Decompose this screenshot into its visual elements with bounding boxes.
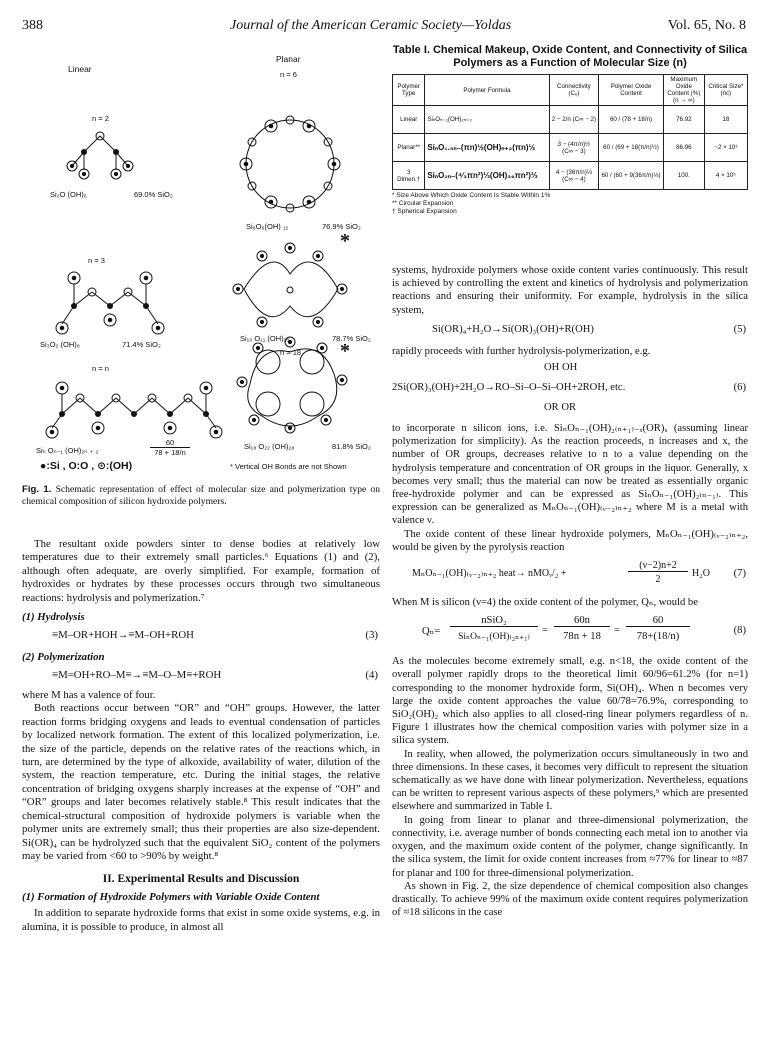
table-row (393, 134, 748, 162)
table-title: Table I. Chemical Makeup, Oxide Content, and Connectivity of Silica Polymers as a Function of Molecular Size (n) (392, 44, 748, 69)
equation-8-q: Qₙ= (422, 626, 441, 638)
cell: Planar** (393, 134, 425, 162)
cell: 4 − (36π/n)⅓ (C∞ − 4) (549, 162, 599, 190)
right-paragraph-5: When M is silicon (ν=4) the oxide content of the polymer, Qₙ, would be (392, 597, 698, 609)
subsection-heading-1: (1) Formation of Hydroxide Polymers with Variable Oxide Content (22, 891, 320, 904)
trimer-molecule (56, 272, 164, 334)
equation-7-fraction-den: 2 (655, 574, 661, 586)
equation-6 (392, 362, 748, 418)
th-type: Polymer Type (393, 75, 425, 106)
equation-5 (392, 322, 748, 340)
volume-issue: Vol. 65, No. 8 (667, 18, 746, 33)
label-n3: n = 3 (88, 256, 105, 265)
equation-8-f2-den: 78n + 18 (563, 631, 601, 643)
star-mark-2: * (340, 340, 350, 362)
percent-n3: 71.4% SiO₂ (122, 340, 161, 349)
formula-n3: Si₃O₂ (OH)₈ (40, 340, 80, 349)
formula-n10: Si₁₀ O₁₁ (OH)₁₈ (240, 334, 290, 343)
percent-n18: 81.8% SiO₂ (332, 442, 371, 451)
right-paragraph-3: to incorporate n silicon ions, i.e. SiₙOₙ₋₁(OH)₂₍ₙ₊₁₎₋ₓ(OR)ₓ (assuming linear polymerization for simplicity). As the reaction proceeds, n increases and x, the number of OR groups, decreases relative to n to a value depending on the hydrolysis temperature and concentration of OR groups in the liquor. Generally, x becomes very small; thus the material can now be treated as essentially organic free-hydroxide polymer and can be expressed as SiₙOₙ₋₁(OH)₂₍ₙ₋₁₎. This expression can be generalized as MₙOₙ₋₁(OH)₍ᵥ₋₂₎ₙ₊₂ where M is a metal with valence ν. (392, 423, 748, 527)
journal-title: Journal of the American Ceramic Society—Yoldas (230, 18, 512, 33)
cell: 60 / (69 + 18(π/n)½) (599, 134, 664, 162)
equation-5-number: (5) (733, 323, 746, 335)
table-note: ** Circular Expansion (392, 200, 454, 207)
equation-4-number: (4) (365, 669, 378, 682)
cell: SiₙOₙ₋₁(OH)₂ₙ₊₂ (425, 106, 549, 134)
th-oxide: Polymer Oxide Content (599, 75, 664, 106)
equation-7-fraction-num: (ν−2)n+2 (628, 560, 688, 572)
cell: 60 / (78 + 18/n) (599, 106, 664, 134)
right-paragraph-7: In reality, when allowed, the polymerization occurs simultaneously in two and three dimensions. In these cases, it becomes very difficult to represent the situation schematically as we have done with linear polymerization. Nevertheless, equations can be written to represent various aspects of these polymers,⁹ which are presented elsewhere and summarized in Table I. (392, 748, 748, 813)
figure-legend-row (22, 454, 380, 482)
equation-7-rhs: H₂O (692, 568, 710, 580)
heading-hydrolysis: (1) Hydrolysis (22, 611, 85, 624)
label-n18: n = 18 (280, 348, 302, 357)
planar-cluster-10 (233, 243, 347, 327)
star-mark-1: * (340, 230, 350, 252)
vertical-oh-note: * Vertical OH Bonds are not Shown (230, 462, 347, 471)
table-1 (392, 74, 748, 190)
right-paragraph-1: systems, hydroxide polymers whose oxide content varies continuously. This result is achieved by controlling the extent and kinetics of hydrolysis and polymerization reactions and ensuring their uniformity. For example, hydrolysis in the silica system, (392, 265, 748, 316)
table-row (393, 106, 748, 134)
percent-n2: 69.0% SiO₂ (134, 190, 173, 199)
left-paragraph-3: Both reactions occur between “OR” and “OH” groups. However, the latter reaction forms bridging oxygens and leads to eventual condensation of particles by localized network formation. The extent of this localized polymerization, i.e. the size of the particle, depends on the relative rates of the reactions which, in turn, are determined by the type of alkoxide, availability of water, dilution of the system, the reaction temperature, etc. During the initial stages, the relative concentration of bridging oxygens sharply increases at the expense of “OH” and “OR” groups and later becomes relatively stable.⁸ This result indicates that the chemical-structural composition of hydroxide polymers is variable when the polymer units are extremely small; thus their properties are also size-dependent. Si(OR)₄ can be hydrolyzed such that the equivalent SiO₂ content of the polymers may be varied from <60 to >90% by weight.⁸ (22, 702, 380, 862)
equation-8-f3-den: 78+(18/n) (636, 631, 680, 643)
right-column (392, 44, 748, 919)
percent-n10: 78.7% SiO₂ (332, 334, 371, 343)
long-chain-molecule (46, 382, 222, 438)
left-paragraph-1: The resultant oxide powders sinter to dense bodies at relatively low temperatures due to their extremely small particles.⁶ Equations (1) and (2), although often adequate, are overly simplified. For example, formation of hydroxides or hydrates by these processes occurs through two simultaneous reactions: hydrolysis and polymerization.⁷ (22, 538, 380, 604)
equation-3-number: (3) (365, 629, 378, 642)
formula-nn: Siₙ Oₙ₋₁ (OH)₂ₙ ₊ ₂ (36, 446, 99, 455)
equation-7-lhs: MₙOₙ₋₁(OH)₍ᵥ₋₂₎ₙ₊₂ heat→ nMOᵥ/₂ + (412, 568, 567, 580)
equation-7 (392, 560, 748, 590)
planar-ring-6 (240, 116, 340, 212)
section-heading-2: II. Experimental Results and Discussion (102, 873, 300, 886)
equation-8-f2-num: 60n (554, 615, 610, 627)
page-number: 388 (22, 18, 43, 33)
equation-8-f1-den: SiₙOₙ₋₁(OH)₍₂ₙ₊₁₎ (458, 632, 530, 643)
right-paragraph-2: rapidly proceeds with further hydrolysis-polymerization, e.g. (392, 345, 651, 357)
percent-n6: 76.9% SiO₂ (322, 222, 361, 231)
equation-8: Qₙ= nSiO₂ SiₙOₙ₋₁(OH)₍₂ₙ₊₁₎ = 60n 78n + 18 = 60 78+(18/n) (8) (422, 615, 746, 643)
label-n2: n = 2 (92, 114, 109, 123)
figure-caption (22, 484, 380, 508)
label-n6: n = 6 (280, 70, 297, 79)
cell: 100. (663, 162, 704, 190)
equation-8-f3-num: 60 (626, 615, 690, 627)
left-paragraph-2: where M has a valence of four. (22, 689, 156, 702)
table-row (393, 162, 748, 190)
th-connectivity: Connectivity (Cₒ) (549, 75, 599, 106)
table-note: † Spherical Expansion (392, 208, 457, 215)
cell: 18 (704, 106, 747, 134)
equation-6-bottom: OR OR (544, 402, 577, 414)
equation-7-number: (7) (733, 568, 746, 580)
label-nn: n = n (92, 364, 109, 373)
figure-1 (22, 44, 380, 457)
label-linear: Linear (68, 64, 92, 74)
th-formula: Polymer Formula (425, 75, 549, 106)
cell: 3 Dimen.† (393, 162, 425, 190)
formula-n18: Si₁₈ O₂₂ (OH)₂₈ (244, 442, 295, 451)
equation-4-body: ≡M=OH+RO–M≡→≡M–O–M≡+ROH (52, 669, 222, 682)
formula-n2: Si₂O (OH)₆ (50, 190, 87, 199)
cell: 86.96 (663, 134, 704, 162)
formula-n6: Si₆O₆(OH) ₁₂ (246, 222, 289, 231)
equation-4 (22, 667, 380, 685)
cell: 4 × 10⁵ (704, 162, 747, 190)
dimer-molecule (67, 132, 133, 179)
right-paragraph-4: The oxide content of these linear hydroxide polymers, MₙOₙ₋₁(OH)₍ᵥ₋₂₎ₙ₊₂, would be given by the pyrolysis reaction (392, 528, 748, 553)
right-paragraph-9: As shown in Fig. 2, the size dependence of chemical composition also changes drastically. To achieve 99% of the maximum oxide content requires polymerization of ≈18 silicons in the case (392, 880, 748, 919)
molecule-diagrams (22, 44, 380, 454)
cell: 2 − 2/n (C∞ − 2) (549, 106, 599, 134)
left-column (22, 44, 380, 934)
cell: 3 − (4π/n)½ (C∞ − 3) (549, 134, 599, 162)
table-notes (392, 192, 748, 216)
right-paragraph-6: As the molecules become extremely small, e.g. n<18, the oxide content of the overall polymer rapidly drops to the theoretical limit 60/96=61.2% (for n=1) corresponding to the monomer hydroxide form, Si(OH)₄. When n becomes very large the oxide content approaches the value 60/78=76.9%, corresponding to SiO₂(OH)₂ which also applies to all closed-ring linear polymers regardless of n. Figure 1 illustrates how the chemical composition varies with polymer size in a silica system. (392, 656, 748, 747)
caption-text: Schematic representation of effect of molecular size and polymerization type on chemical composition of silicon hydroxide polymers. (22, 484, 381, 507)
caption-label: Fig. 1. (22, 484, 52, 495)
equation-8-f1-num: nSiO₂ (450, 615, 538, 627)
table-note: * Size Above Which Oxide Content Is Stable Within 1% (392, 192, 551, 199)
equation-8-number: (8) (733, 625, 746, 637)
table-header-row (393, 75, 748, 106)
equation-3 (22, 627, 380, 645)
equation-6-top: OH OH (544, 362, 578, 374)
cell: 76.92 (663, 106, 704, 134)
equation-5-body: Si(OR)₄+H₂O→Si(OR)₃(OH)+R(OH) (432, 323, 594, 335)
equation-6-number: (6) (733, 382, 746, 394)
percent-nn-num: 60 (150, 438, 190, 448)
figure-legend: ●:Si , O:O , ⊙:(OH) (40, 460, 133, 472)
cell: 60 / (60 + 9(36π/n)⅓) (599, 162, 664, 190)
cell: ~2 × 10³ (704, 134, 747, 162)
th-max-oxide: Maximum Oxide Content (%) (n → ∞) (663, 75, 704, 106)
right-paragraph-8: In going from linear to planar and three-dimensional polymerization, the connectivity, i.e. average number of bonds connecting each metal ion to another via oxygen, and the maximum oxide content of the polymer, change significantly. In the silica system, the limit for oxide content increases from ≈77% for linear to ≈87 for planar and 100 for three-dimensional polymerization. (392, 814, 748, 879)
cell: Linear (393, 106, 425, 134)
label-planar: Planar (276, 54, 301, 64)
equation-3-body: ≡M–OR+HOH→≡M–OH+ROH (52, 629, 194, 642)
running-header (22, 18, 746, 36)
heading-polymerization: (2) Polymerization (22, 651, 105, 664)
percent-nn-den: 78 + 18/n (154, 448, 186, 457)
th-critical-size: Critical Size* (nᴄ) (704, 75, 747, 106)
cell: SiₙO₂ₙ₋(⁴⁄₃πn²)⅓(OH)₃₆πn²)⅓ (425, 162, 549, 190)
left-paragraph-4: In addition to separate hydroxide forms that exist in some oxide systems, e.g. in alumina, it is possible to produce, in almost all (22, 907, 380, 933)
cell: SiₙO₁.₅ₙ₋(πn)½(OH)ₙ₊₂(πn)½ (425, 134, 549, 162)
equation-6-body: 2Si(OR)₃(OH)+2H₂O→RO–Si–O–Si–OH+2ROH, etc. (392, 382, 626, 394)
